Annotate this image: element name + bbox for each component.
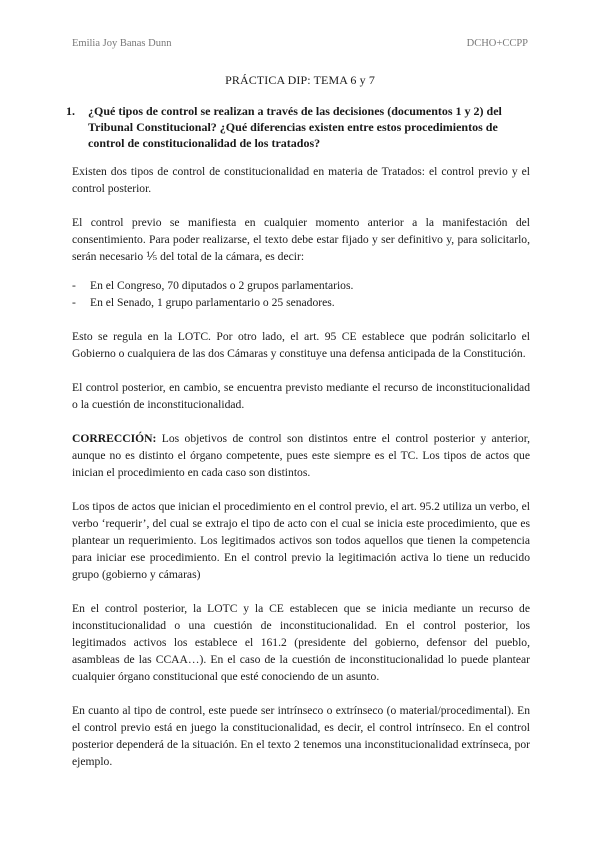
- list-item-text: En el Congreso, 70 diputados o 2 grupos parlamentarios.: [90, 279, 354, 292]
- paragraph-tipo-control: En cuanto al tipo de control, este puede ser intrínseco o extrínseco (o material/procedimental). En el control previo está en juego la constitucionalidad, es decir, el control intrínseco. En el control posterior dependerá de la situación. En el texto 2 tenemos una inconstitucionalidad extrínseca, por ejemplo.: [72, 704, 530, 768]
- course-name: DCHO+CCPP: [466, 38, 528, 49]
- question-text: ¿Qué tipos de control se realizan a través de las decisiones (documentos 1 y 2) del Tribunal Constitucional? ¿Qué diferencias existen entre estos procedimientos de control de constitucionalidad de los tratados?: [88, 104, 502, 150]
- list-dash: -: [72, 296, 76, 309]
- list-item: [72, 277, 530, 294]
- answer-body: [72, 163, 530, 787]
- paragraph-intro: Existen dos tipos de control de constitucionalidad en materia de Tratados: el control previo y el control posterior.: [72, 165, 530, 195]
- paragraph-actos-posterior: En el control posterior, la LOTC y la CE establecen que se inicia mediante un recurso de inconstitucionalidad o una cuestión de inconstitucionalidad. En el control posterior, los legitimados activos los establece el 161.2 (presidente del gobierno, defensor del pueblo, asambleas de las CCAA…). En el caso de la cuestión de inconstitucionalidad lo puede plantear cualquier órgano constitucional que esté conociendo de un asunto.: [72, 602, 530, 683]
- paragraph-correccion: [72, 430, 530, 481]
- document-title: PRÁCTICA DIP: TEMA 6 y 7: [225, 73, 375, 87]
- list-item-text: En el Senado, 1 grupo parlamentario o 25 senadores.: [90, 296, 335, 309]
- paragraph-lotc: Esto se regula en la LOTC. Por otro lado, el art. 95 CE establece que podrán solicitarlo el Gobierno o cualquiera de las dos Cámaras y constituye una defensa anticipada de la Constitución.: [72, 330, 530, 360]
- question-number: 1.: [66, 104, 75, 118]
- question-1: [66, 103, 530, 151]
- list-item: [72, 294, 530, 311]
- author-name: Emilia Joy Banas Dunn: [72, 38, 172, 49]
- paragraph-control-posterior: El control posterior, en cambio, se encuentra previsto mediante el recurso de inconstitucionalidad o la cuestión de inconstitucionalidad.: [72, 381, 530, 411]
- paragraph-actos-previo: Los tipos de actos que inician el procedimiento en el control previo, el art. 95.2 utiliza un verbo, el verbo ‘requerir’, del cual se extrajo el tipo de acto con el cual se inicia este procedimiento, que es plantear un requerimiento. Los legitimados activos son todos aquellos que tienen la competencia para iniciar ese procedimiento. En el control previo la legitimación activa lo tiene un reducido grupo (gobierno y cámaras): [72, 500, 530, 581]
- list-dash: -: [72, 279, 76, 292]
- page-header: [72, 38, 528, 49]
- correction-label: CORRECCIÓN:: [72, 432, 157, 445]
- paragraph-control-previo: El control previo se manifiesta en cualquier momento anterior a la manifestación del consentimiento. Para poder realizarse, el texto debe estar fijado y ser definitivo y, para solicitarlo, serán necesario ⅕ del total de la cámara, es decir:: [72, 216, 530, 263]
- correction-text: Los objetivos de control son distintos entre el control posterior y anterior, aunque no es distinto el órgano competente, pues este siempre es el TC. Los tipos de actos que inician el procedimiento en cada caso son distintos.: [72, 432, 530, 479]
- requirements-list: [72, 277, 530, 311]
